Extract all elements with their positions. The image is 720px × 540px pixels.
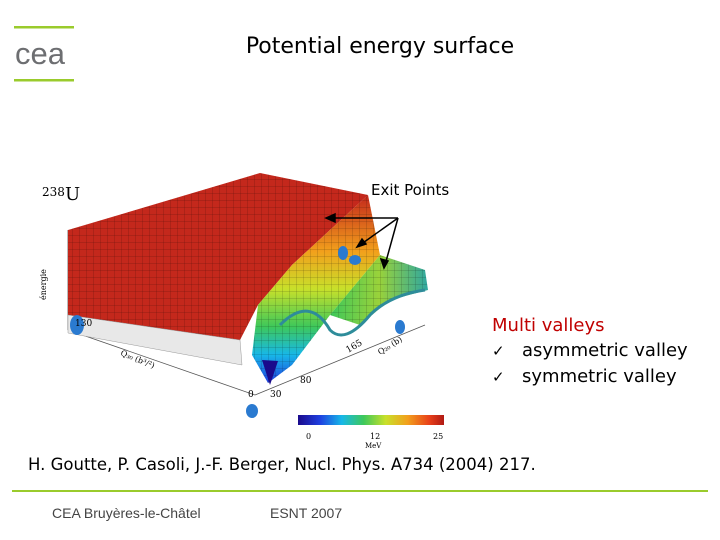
checkmark-icon: ✓ bbox=[492, 368, 505, 386]
exit-points-label: Exit Points bbox=[371, 181, 450, 199]
bullet-symmetric-valley bbox=[492, 364, 688, 390]
q30-tick-130: 130 bbox=[75, 319, 93, 329]
page-title: Potential energy surface bbox=[245, 34, 515, 59]
element-symbol: U bbox=[65, 184, 81, 205]
fragment-shape-2 bbox=[349, 255, 361, 265]
valleys-notes bbox=[492, 313, 688, 390]
logo-text: cea bbox=[15, 36, 65, 71]
logo-top-bar bbox=[14, 26, 74, 29]
colorbar-tick-25: 25 bbox=[433, 432, 444, 441]
mass-number: 238 bbox=[42, 185, 65, 199]
q20-tick-165: 165 bbox=[344, 338, 365, 356]
fragment-shape-3 bbox=[395, 320, 405, 334]
footer-divider bbox=[12, 490, 708, 492]
q30-axis-label: Q₃₀ (b³/²) bbox=[119, 348, 157, 371]
footer-institution: CEA Bruyères-le-Châtel bbox=[52, 505, 201, 521]
footer-event: ESNT 2007 bbox=[270, 505, 343, 521]
notes-heading: Multi valleys bbox=[492, 315, 605, 336]
q20-axis-label: Q₂₀ (b) bbox=[376, 334, 404, 357]
colorbar-unit: MeV bbox=[365, 442, 382, 450]
colorbar bbox=[298, 415, 444, 425]
fragment-shape-1 bbox=[338, 246, 348, 260]
colorbar-tick-0: 0 bbox=[306, 432, 312, 441]
q30-tick-30: 30 bbox=[270, 390, 282, 400]
bullet-text: asymmetric valley bbox=[522, 340, 688, 361]
logo-bottom-bar bbox=[14, 79, 74, 82]
q30-tick-80: 80 bbox=[300, 376, 312, 386]
checkmark-icon: ✓ bbox=[492, 342, 505, 360]
potential-energy-surface-figure bbox=[30, 165, 510, 450]
citation: H. Goutte, P. Casoli, J.-F. Berger, Nucl. Phys. A734 (2004) 217. bbox=[28, 455, 536, 474]
q30-tick-0: 0 bbox=[248, 390, 254, 400]
nucleus-shape-0 bbox=[246, 404, 258, 418]
cea-logo bbox=[12, 22, 80, 86]
bullet-text: symmetric valley bbox=[522, 366, 677, 387]
colorbar-tick-12: 12 bbox=[370, 432, 381, 441]
z-axis-label: énergie bbox=[39, 269, 48, 300]
bullet-asymmetric-valley bbox=[492, 338, 688, 364]
